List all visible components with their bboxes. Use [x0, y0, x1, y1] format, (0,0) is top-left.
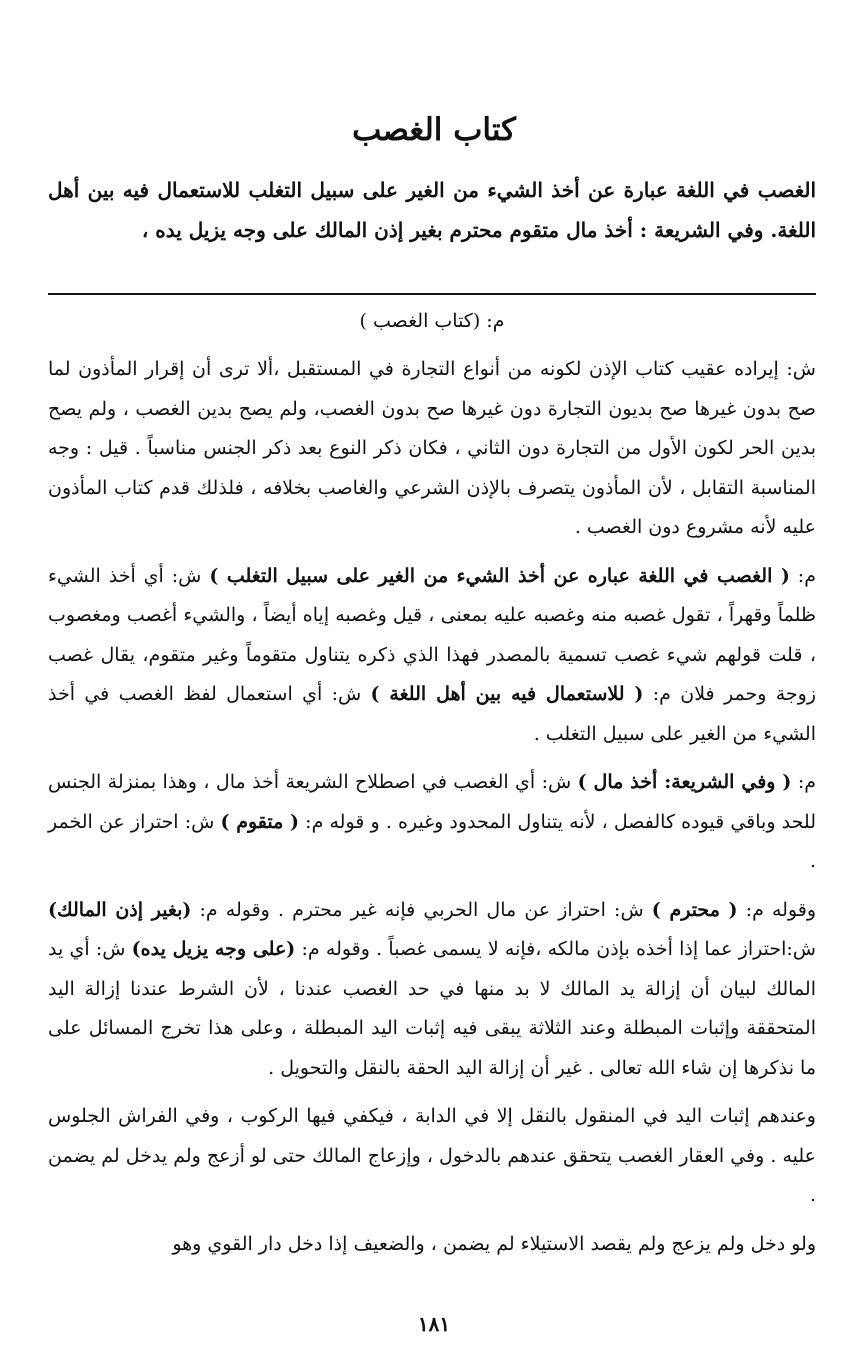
text-segment: ش: أي أخذ الشيء ظلماً وقهراً ، تقول غصبه منه وغصبه عليه بمعنى ، قيل وغصبه إياه أيضاً ، والشيء أغصب ومغصوب ، قلت قولهم شيء غصب تسمية بالمصدر فهذا الذي ذكره يتناول متقوماً وغير متقوم، يقال غصب زوجة وحمر فلان م: [48, 564, 816, 705]
text-segment: ش: أي استعمال لفظ الغصب في أخذ الشيء من الغير على سبيل التغلب . [48, 683, 816, 745]
paragraph-3 [48, 763, 816, 882]
quoted-matn: ( محترم ) [651, 898, 738, 921]
paragraph-5: وعندهم إثبات اليد في المنقول بالنقل إلا في الدابة ، فيكفي فيها الركوب ، وفي الفراش الجلوس عليه . وفي العقار الغصب يتحقق عندهم بالدخول ، وإزعاج المالك حتى لو أزعج ولم يدخل لم يضمن . [48, 1105, 816, 1206]
paragraph-6: ولو دخل ولم يزعج ولم يقصد الاستيلاء لم يضمن ، والضعيف إذا دخل دار القوي وهو [172, 1232, 816, 1255]
quoted-matn: ( وفي الشريعة: أخذ مال ) [577, 771, 792, 793]
text-segment: ش: احتراز عن الخمر . [48, 810, 816, 872]
text-segment: م: [789, 564, 816, 587]
text-segment: ش: أي يد المالك لبيان أن إزالة يد المالك لا بد منها في حد الغصب عندنا ، لأن الشرط عندنا إزالة اليد المتحققة وإثبات المبطلة وعند الثلاثة يبقى فيه إثبات اليد المبطلة ، وعلى هذا تخرج المسائل على ما نذكرها إن شاء الله تعالى . غير أن إزالة اليد الحقة بالنقل والتحويل . [48, 938, 816, 1079]
paragraph-1: ش: إيراده عقيب كتاب الإذن لكونه من أنواع التجارة في المستقبل ،ألا ترى أن إقرار المأذون لما صح بدون غيرها صح بديون التجارة دون غيرها صح بدون الغصب، ولم يصح بدين الغصب ، ولم يصح بدين الحر لكون الأول من التجارة دون الثاني ، فكان ذكر النوع بعد ذكر الجنس مناسباً . قيل : وجه المناسبة التقابل ، لأن المأذون يتصرف بالإذن الشرعي والغاصب بخلافه ، فلذلك قدم كتاب المأذون عليه لأنه مشروع دون الغصب . [48, 358, 816, 538]
commentary-heading: م: (كتاب الغصب ) [359, 310, 505, 332]
paragraph-4 [48, 891, 816, 1089]
matn-text: الغصب في اللغة عبارة عن أخذ الشيء من الغير على سبيل التغلب للاستعمال فيه بين أهل اللغة. وفي الشريعة : أخذ مال متقوم محترم بغير إذن المالك على وجه يزيل يده ، [48, 178, 816, 242]
quoted-matn: ( الغصب في اللغة عباره عن أخذ الشيء من الغير على سبيل التغلب ) [209, 564, 790, 587]
page-number: ١٨١ [417, 1312, 451, 1336]
text-segment: ش: أي الغصب في اصطلاح الشريعة أخذ مال ، وهذا بمنزلة الجنس للحد وباقي قيوده كالفصل ، لأنه يتناول المحدود وغيره . و قوله م: [48, 771, 816, 833]
quoted-matn: ( للاستعمال فيه بين أهل اللغة ) [370, 683, 644, 705]
quoted-matn: (على وجه يزيل يده) [131, 938, 296, 960]
separator-rule [48, 293, 816, 295]
commentary [48, 304, 816, 1273]
quoted-matn: ( متقوم ) [220, 810, 300, 833]
text-segment: وقوله م: [737, 898, 817, 921]
text-segment: م: [791, 771, 816, 793]
paragraph-2 [48, 557, 816, 755]
chapter-title: كتاب الغصب [352, 112, 516, 148]
text-segment: ش: احتراز عن مال الحربي فإنه غير محترم . وقوله م: [191, 898, 652, 921]
quoted-matn: (بغير إذن المالك) [48, 898, 192, 921]
text-segment: ش:احتراز عما إذا أخذه بإذن مالكه ،فإنه لا يسمى غصباً . وقوله م: [295, 938, 817, 960]
